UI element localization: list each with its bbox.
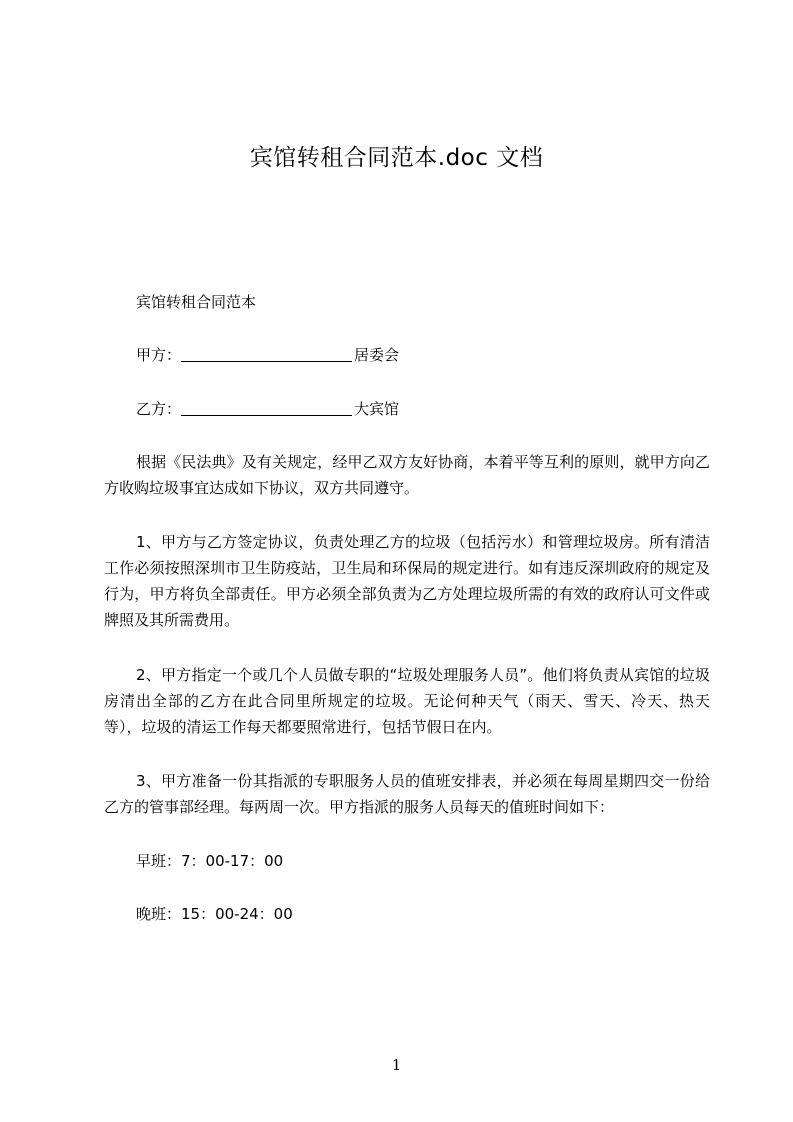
- party-a-suffix: 居委会: [354, 346, 400, 364]
- clause-1: 1、甲方与乙方签定协议，负责处理乙方的垃圾（包括污水）和管理垃圾房。所有清洁工作必须按照深圳市卫生防疫站，卫生局和环保局的规定进行。如有违反深圳政府的规定及行为，甲方将负全部责任。甲方必须全部负责为乙方处理垃圾所需的有效的政府认可文件或牌照及其所需费用。: [104, 533, 710, 629]
- party-a-label: 甲方：: [136, 346, 182, 364]
- party-b-suffix: 大宾馆: [354, 400, 400, 418]
- document-title: 宾馆转租合同范本.doc 文档: [249, 145, 544, 171]
- party-a-line: [136, 345, 399, 365]
- party-b-line: [136, 399, 399, 419]
- party-b-blank: [181, 401, 352, 416]
- clause-3: 3、甲方准备一份其指派的专职服务人员的值班安排表，并必须在每周星期四交一份给乙方的管事部经理。每两周一次。甲方指派的服务人员每天的值班时间如下：: [104, 772, 710, 816]
- evening-shift: 晚班：15：00-24：00: [136, 905, 293, 923]
- party-a-blank: [181, 347, 352, 362]
- party-b-label: 乙方：: [136, 400, 182, 418]
- clause-2: 2、甲方指定一个或几个人员做专职的“垃圾处理服务人员”。他们将负责从宾馆的垃圾房清出全部的乙方在此合同里所规定的垃圾。无论何种天气（雨天、雪天、冷天、热天等），垃圾的清运工作每天都要照常进行，包括节假日在内。: [104, 666, 710, 736]
- contract-heading: 宾馆转租合同范本: [136, 293, 257, 311]
- intro-paragraph: 根据《民法典》及有关规定，经甲乙双方友好协商，本着平等互利的原则，就甲方向乙方收购垃圾事宜达成如下协议，双方共同遵守。: [104, 453, 710, 497]
- morning-shift: 早班：7：00-17：00: [136, 852, 284, 870]
- page-number: 1: [391, 1056, 402, 1074]
